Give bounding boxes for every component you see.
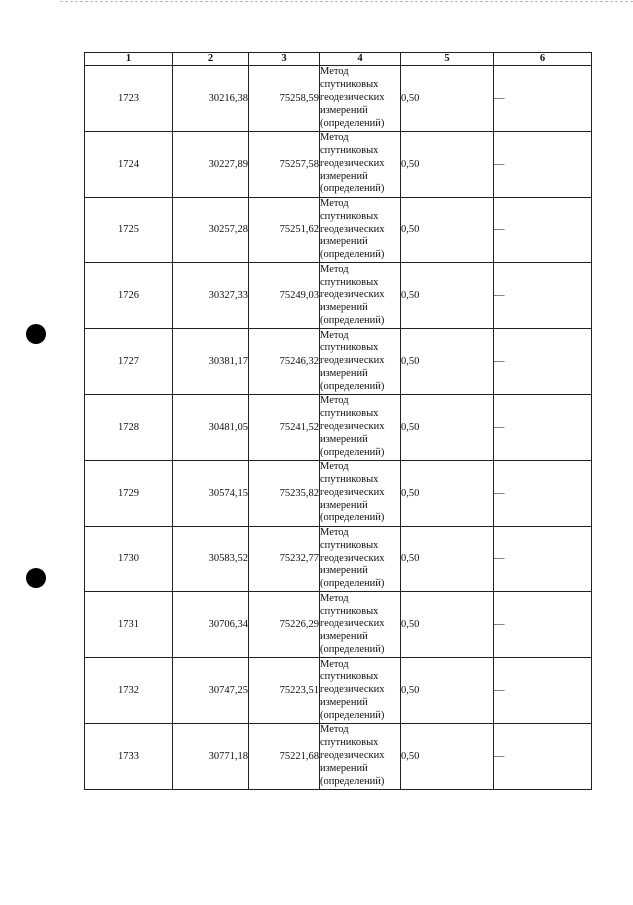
method-line: геодезических (320, 92, 385, 103)
note-cell: — (494, 526, 592, 592)
x-coordinate-cell: 30227,89 (173, 131, 249, 197)
method-cell (320, 131, 401, 197)
method-line: Метод (320, 329, 349, 341)
method-line: (определений) (320, 314, 385, 326)
method-line: геодезических (320, 618, 385, 630)
x-coordinate-cell: 30771,18 (173, 723, 249, 789)
x-coordinate-cell: 30583,52 (173, 526, 249, 592)
point-number-cell: 1726 (85, 263, 173, 329)
method-line: (определений) (320, 643, 385, 655)
method-cell (320, 394, 401, 460)
method-line: Метод (320, 461, 349, 473)
method-line: Метод (320, 198, 349, 209)
x-coordinate-cell: 30747,25 (173, 658, 249, 724)
method-line: геодезических (320, 420, 385, 432)
method-line: спутниковых (320, 276, 379, 288)
table-row (85, 460, 592, 526)
y-coordinate-cell: 75232,77 (249, 526, 320, 592)
coordinates-table (84, 52, 592, 790)
x-coordinate-cell: 30574,15 (173, 460, 249, 526)
method-line: измерений (320, 302, 368, 314)
method-line: (определений) (320, 249, 385, 261)
point-number-cell: 1727 (85, 329, 173, 395)
method-line: (определений) (320, 380, 385, 392)
y-coordinate-cell: 75258,59 (249, 66, 320, 132)
note-cell: — (494, 329, 592, 395)
method-line: измерений (320, 762, 368, 774)
method-line: измерений (320, 170, 368, 182)
method-line: (определений) (320, 578, 385, 590)
accuracy-cell: 0,50 (401, 263, 494, 329)
method-line: геодезических (320, 355, 385, 367)
method-cell (320, 66, 401, 132)
note-cell: — (494, 131, 592, 197)
method-line: Метод (320, 66, 349, 78)
method-line: Метод (320, 132, 349, 144)
method-cell (320, 592, 401, 658)
method-line: Метод (320, 724, 349, 736)
x-coordinate-cell: 30216,38 (173, 66, 249, 132)
y-coordinate-cell: 75223,51 (249, 658, 320, 724)
note-cell: — (494, 263, 592, 329)
method-line: спутниковых (320, 342, 379, 354)
note-cell: — (494, 592, 592, 658)
x-coordinate-cell: 30706,34 (173, 592, 249, 658)
table-body (85, 66, 592, 790)
method-line: спутниковых (320, 79, 379, 91)
method-line: геодезических (320, 552, 385, 564)
y-coordinate-cell: 75235,82 (249, 460, 320, 526)
table-row (85, 394, 592, 460)
column-header: 3 (249, 53, 320, 66)
note-cell: — (494, 197, 592, 263)
method-line: геодезических (320, 684, 385, 696)
method-line: (определений) (320, 446, 385, 458)
method-line: спутниковых (320, 473, 379, 485)
x-coordinate-cell: 30381,17 (173, 329, 249, 395)
column-header: 4 (320, 53, 401, 66)
accuracy-cell: 0,50 (401, 197, 494, 263)
y-coordinate-cell: 75249,03 (249, 263, 320, 329)
x-coordinate-cell: 30327,33 (173, 263, 249, 329)
column-header: 1 (85, 53, 173, 66)
note-cell: — (494, 658, 592, 724)
point-number-cell: 1730 (85, 526, 173, 592)
method-cell (320, 460, 401, 526)
note-cell: — (494, 394, 592, 460)
accuracy-cell: 0,50 (401, 460, 494, 526)
method-line: измерений (320, 433, 368, 445)
punch-hole-upper (26, 324, 46, 344)
method-line: геодезических (320, 157, 385, 169)
accuracy-cell: 0,50 (401, 131, 494, 197)
point-number-cell: 1728 (85, 394, 173, 460)
page-top-edge (60, 1, 633, 2)
method-line: измерений (320, 696, 368, 708)
table-header-row (85, 53, 592, 66)
note-cell: — (494, 66, 592, 132)
y-coordinate-cell: 75241,52 (249, 394, 320, 460)
method-line: геодезических (320, 486, 385, 498)
method-line: (определений) (320, 709, 385, 721)
method-line: измерений (320, 367, 368, 379)
method-line: Метод (320, 526, 349, 538)
method-line: геодезических (320, 289, 385, 301)
method-line: (определений) (320, 117, 385, 129)
method-line: измерений (320, 565, 368, 577)
point-number-cell: 1725 (85, 197, 173, 263)
method-cell (320, 329, 401, 395)
y-coordinate-cell: 75257,58 (249, 131, 320, 197)
method-cell (320, 197, 401, 263)
point-number-cell: 1732 (85, 658, 173, 724)
x-coordinate-cell: 30257,28 (173, 197, 249, 263)
accuracy-cell: 0,50 (401, 526, 494, 592)
point-number-cell: 1724 (85, 131, 173, 197)
accuracy-cell: 0,50 (401, 394, 494, 460)
table-row (85, 263, 592, 329)
method-line: (определений) (320, 183, 385, 195)
accuracy-cell: 0,50 (401, 592, 494, 658)
y-coordinate-cell: 75251,62 (249, 197, 320, 263)
y-coordinate-cell: 75221,68 (249, 723, 320, 789)
column-header: 6 (494, 53, 592, 66)
method-cell (320, 658, 401, 724)
method-cell (320, 526, 401, 592)
table-row (85, 658, 592, 724)
method-line: спутниковых (320, 210, 379, 222)
method-line: спутниковых (320, 671, 379, 683)
method-line: Метод (320, 395, 349, 407)
point-number-cell: 1729 (85, 460, 173, 526)
table-row (85, 66, 592, 132)
method-line: измерений (320, 631, 368, 643)
method-cell (320, 263, 401, 329)
note-cell: — (494, 723, 592, 789)
method-line: спутниковых (320, 539, 379, 551)
point-number-cell: 1731 (85, 592, 173, 658)
x-coordinate-cell: 30481,05 (173, 394, 249, 460)
method-line: (определений) (320, 512, 385, 524)
method-line: геодезических (320, 749, 385, 761)
column-header: 2 (173, 53, 249, 66)
method-line: Метод (320, 263, 349, 275)
method-line: Метод (320, 592, 349, 604)
method-line: Метод (320, 658, 349, 670)
table-row (85, 526, 592, 592)
punch-hole-lower (26, 568, 46, 588)
y-coordinate-cell: 75226,29 (249, 592, 320, 658)
accuracy-cell: 0,50 (401, 658, 494, 724)
method-line: спутниковых (320, 737, 379, 749)
accuracy-cell: 0,50 (401, 723, 494, 789)
method-line: (определений) (320, 775, 385, 787)
method-cell (320, 723, 401, 789)
point-number-cell: 1723 (85, 66, 173, 132)
method-line: спутниковых (320, 605, 379, 617)
table-row (85, 723, 592, 789)
table-row (85, 131, 592, 197)
accuracy-cell: 0,50 (401, 66, 494, 132)
point-number-cell: 1733 (85, 723, 173, 789)
method-line: измерений (320, 499, 368, 511)
method-line: спутниковых (320, 408, 379, 420)
table-row (85, 592, 592, 658)
method-line: измерений (320, 104, 368, 116)
table-row (85, 197, 592, 263)
note-cell: — (494, 460, 592, 526)
method-line: спутниковых (320, 145, 379, 156)
accuracy-cell: 0,50 (401, 329, 494, 395)
y-coordinate-cell: 75246,32 (249, 329, 320, 395)
column-header: 5 (401, 53, 494, 66)
table-row (85, 329, 592, 395)
method-line: измерений (320, 236, 368, 248)
method-line: геодезических (320, 223, 385, 235)
